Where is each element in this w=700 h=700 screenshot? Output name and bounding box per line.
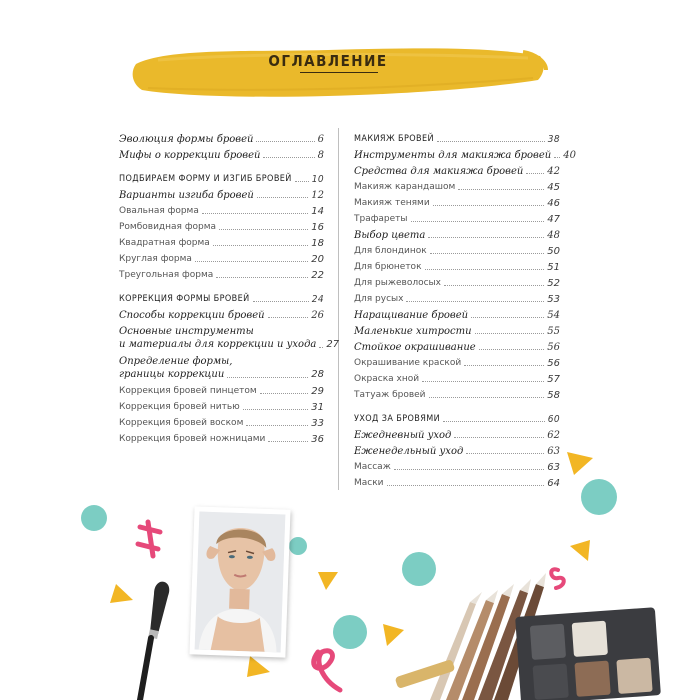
toc-entry-label: Квадратная форма	[119, 238, 210, 248]
dot-leader	[471, 317, 544, 318]
toc-page-number: 40	[563, 150, 576, 161]
toc-page-number: 60	[547, 414, 560, 425]
toc-section-heading[interactable]	[119, 169, 324, 185]
toc-entry-label: Круглая форма	[119, 254, 192, 264]
toc-entry[interactable]	[354, 369, 560, 385]
title-underline	[300, 72, 378, 73]
toc-page-number: 29	[311, 386, 324, 397]
toc-entry-label: Маски	[354, 478, 384, 488]
dot-leader	[195, 261, 308, 262]
toc-entry-label: МАКИЯЖ БРОВЕЙ	[354, 134, 434, 144]
palette-pan	[574, 661, 610, 697]
toc-page-number: 52	[547, 278, 560, 289]
dot-leader	[428, 237, 544, 238]
toc-entry-label: Средства для макияжа бровей	[354, 166, 524, 177]
model-photo	[189, 506, 290, 657]
yellow-triangle-icon	[570, 540, 590, 561]
yellow-triangle-icon	[383, 624, 404, 646]
dot-leader	[526, 173, 544, 174]
toc-entry[interactable]	[354, 225, 560, 241]
toc-entry-label: Для русых	[354, 294, 404, 304]
toc-entry-label: УХОД ЗА БРОВЯМИ	[354, 414, 441, 424]
toc-entry-label: Макияж тенями	[354, 198, 430, 208]
section-gap	[119, 161, 324, 169]
dot-leader	[444, 285, 544, 286]
palette-pan	[616, 658, 652, 694]
dot-leader	[268, 317, 309, 318]
toc-entry-label: Макияж карандашом	[354, 182, 456, 192]
toc-page-number: 18	[311, 238, 324, 249]
dot-leader	[295, 181, 309, 182]
pink-squiggle-icon	[551, 569, 564, 588]
toc-entry-label: Определение формы,	[119, 356, 233, 367]
dot-leader	[268, 441, 308, 442]
toc-entry[interactable]	[119, 265, 324, 281]
toc-entry[interactable]	[354, 193, 560, 209]
teal-circle-icon	[402, 552, 436, 586]
toc-entry[interactable]	[119, 145, 324, 161]
yellow-triangle-icon	[247, 656, 270, 677]
toc-page-number: 51	[547, 262, 560, 273]
toc-section-heading[interactable]	[354, 409, 560, 425]
toc-entry-label: Способы коррекции бровей	[119, 310, 265, 321]
dot-leader	[466, 453, 544, 454]
toc-entry[interactable]	[119, 217, 324, 233]
palette-pan	[530, 624, 566, 660]
toc-page-number: 48	[547, 230, 560, 241]
toc-entry-label: Стойкое окрашивание	[354, 342, 476, 353]
palette-pan	[533, 664, 569, 700]
toc-entry-label: Выбор цвета	[354, 230, 426, 241]
toc-entry[interactable]	[354, 441, 560, 457]
toc-page-number: 33	[311, 418, 324, 429]
teal-circle-icon	[81, 505, 107, 531]
toc-entry-label: Коррекция бровей нитью	[119, 402, 240, 412]
toc-page-number: 38	[547, 134, 560, 145]
toc-page-number: 14	[311, 206, 324, 217]
toc-entry[interactable]	[354, 457, 560, 473]
dot-leader	[202, 213, 308, 214]
dot-leader	[257, 197, 308, 198]
toc-entry-label: Инструменты для макияжа бровей	[354, 150, 552, 161]
toc-page-number: 58	[547, 390, 560, 401]
toc-section-heading[interactable]	[354, 129, 560, 145]
toc-entry[interactable]	[354, 241, 560, 257]
dot-leader	[443, 421, 545, 422]
dot-leader	[263, 157, 314, 158]
toc-page-number: 56	[547, 342, 560, 353]
toc-page-number: 8	[317, 150, 324, 161]
toc-entry[interactable]	[119, 233, 324, 249]
toc-entry[interactable]	[354, 273, 560, 289]
pink-squiggle-icon	[314, 651, 340, 690]
toc-entry[interactable]	[354, 425, 560, 441]
toc-entry-label: и материалы для коррекции и ухода	[119, 339, 317, 350]
toc-entry[interactable]	[354, 161, 560, 177]
toc-entry-label: Еженедельный уход	[354, 446, 464, 457]
dot-leader	[246, 425, 308, 426]
column-divider	[338, 128, 339, 490]
toc-entry[interactable]	[119, 201, 324, 217]
toc-entry-label: Коррекция бровей ножницами	[119, 434, 266, 444]
toc-entry[interactable]	[119, 305, 324, 321]
makeup-brush-icon	[140, 582, 169, 700]
toc-entry[interactable]	[119, 429, 324, 445]
toc-entry-label: Трафареты	[354, 214, 408, 224]
toc-entry-label: ПОДБИРАЕМ ФОРМУ И ИЗГИБ БРОВЕЙ	[119, 174, 292, 184]
toc-entry-label: Мифы о коррекции бровей	[119, 150, 261, 161]
toc-page-number: 53	[547, 294, 560, 305]
dot-leader	[319, 347, 323, 348]
toc-entry[interactable]	[119, 381, 324, 397]
toc-page-number: 46	[547, 198, 560, 209]
toc-entry-label: Татуаж бровей	[354, 390, 426, 400]
toc-entry-label: Окраска хной	[354, 374, 420, 384]
toc-entry[interactable]	[119, 129, 324, 145]
toc-entry-label: Окрашивание краской	[354, 358, 462, 368]
toc-page-number: 42	[547, 166, 560, 177]
toc-page-number: 45	[547, 182, 560, 193]
toc-entry[interactable]	[354, 145, 576, 161]
toc-entry[interactable]	[354, 305, 560, 321]
toc-entry-label: Маленькие хитрости	[354, 326, 472, 337]
teal-circle-icon	[289, 537, 307, 555]
yellow-triangle-icon	[110, 584, 133, 603]
toc-page-number: 6	[317, 134, 324, 145]
dot-leader	[458, 189, 544, 190]
pink-cross-icon	[138, 522, 160, 556]
yellow-triangle-icon	[567, 452, 593, 475]
toc-page-number: 47	[547, 214, 560, 225]
dot-leader	[433, 205, 545, 206]
toc-entry-label: границы коррекции	[119, 369, 225, 380]
toc-page-number: 55	[547, 326, 560, 337]
toc-entry[interactable]	[354, 473, 560, 489]
dot-leader	[243, 409, 309, 410]
dot-leader	[422, 381, 544, 382]
dot-leader	[253, 301, 309, 302]
toc-page-number: 54	[547, 310, 560, 321]
toc-entry-label: Коррекция бровей воском	[119, 418, 244, 428]
toc-entry[interactable]	[354, 353, 560, 369]
dot-leader	[219, 229, 308, 230]
toc-right-column	[354, 129, 576, 489]
teal-circle-icon	[581, 479, 617, 515]
toc-entry[interactable]	[354, 209, 560, 225]
woman-face-icon	[195, 512, 286, 653]
toc-page-number: 22	[311, 270, 324, 281]
toc-page-number: 16	[311, 222, 324, 233]
toc-entry-label: Коррекция бровей пинцетом	[119, 386, 257, 396]
toc-entry[interactable]	[119, 249, 324, 265]
toc-page-number: 36	[311, 434, 324, 445]
toc-entry[interactable]	[354, 385, 560, 401]
toc-page-number: 20	[311, 254, 324, 265]
toc-entry-label: Основные инструменты	[119, 326, 254, 337]
dot-leader	[216, 277, 308, 278]
dot-leader	[406, 301, 544, 302]
dot-leader	[213, 245, 308, 246]
toc-entry[interactable]	[354, 177, 560, 193]
dot-leader	[227, 377, 308, 378]
dot-leader	[464, 365, 544, 366]
toc-entry[interactable]	[354, 337, 560, 353]
toc-entry-label: Эволюция формы бровей	[119, 134, 254, 145]
dot-leader	[454, 437, 544, 438]
page-title: ОГЛАВЛЕНИЕ	[268, 52, 388, 70]
toc-left-column	[119, 129, 340, 445]
dot-leader	[554, 157, 560, 158]
toc-page-number: 10	[311, 174, 324, 185]
toc-entry-label: Ежедневный уход	[354, 430, 452, 441]
dot-leader	[437, 141, 545, 142]
toc-page-number: 27	[326, 339, 340, 350]
toc-page-number: 62	[547, 430, 560, 441]
toc-entry[interactable]	[354, 289, 560, 305]
dot-leader	[387, 485, 545, 486]
dot-leader	[475, 333, 545, 334]
palette-pan	[572, 621, 608, 657]
teal-circle-icon	[333, 615, 367, 649]
dot-leader	[394, 469, 544, 470]
toc-entry-label: КОРРЕКЦИЯ ФОРМЫ БРОВЕЙ	[119, 294, 250, 304]
toc-entry[interactable]	[119, 325, 340, 351]
toc-entry-label: Варианты изгиба бровей	[119, 190, 254, 201]
toc-page-number: 26	[311, 310, 324, 321]
toc-page-number: 57	[547, 374, 560, 385]
toc-entry-label: Для блондинок	[354, 246, 427, 256]
gold-tube-icon	[395, 659, 456, 689]
dot-leader	[411, 221, 545, 222]
toc-page-number: 63	[547, 446, 560, 457]
toc-entry[interactable]	[354, 257, 560, 273]
toc-page-number: 12	[311, 190, 324, 201]
toc-page-number: 31	[311, 402, 324, 413]
toc-page-number: 56	[547, 358, 560, 369]
toc-page-number: 64	[547, 478, 560, 489]
toc-entry[interactable]	[354, 321, 560, 337]
toc-entry-label: Для брюнеток	[354, 262, 422, 272]
toc-entry-label: Наращивание бровей	[354, 310, 469, 321]
dot-leader	[260, 393, 309, 394]
toc-section-heading[interactable]	[119, 289, 324, 305]
eyebrow-palette	[515, 607, 661, 700]
section-gap	[354, 401, 560, 409]
yellow-triangle-icon	[318, 572, 338, 590]
toc-page-number: 28	[311, 369, 324, 380]
dot-leader	[429, 397, 545, 398]
toc-page-number: 24	[311, 294, 324, 305]
toc-entry-label: Массаж	[354, 462, 391, 472]
dot-leader	[256, 141, 314, 142]
toc-page-number: 63	[547, 462, 560, 473]
section-gap	[119, 281, 324, 289]
toc-entry[interactable]	[119, 355, 324, 381]
dot-leader	[430, 253, 545, 254]
toc-entry[interactable]	[119, 185, 324, 201]
dot-leader	[479, 349, 545, 350]
toc-entry[interactable]	[119, 397, 324, 413]
toc-entry[interactable]	[119, 413, 324, 429]
toc-page-number: 50	[547, 246, 560, 257]
toc-entry-label: Для рыжеволосых	[354, 278, 441, 288]
toc-entry-label: Треугольная форма	[119, 270, 214, 280]
toc-entry-label: Ромбовидная форма	[119, 222, 217, 232]
dot-leader	[425, 269, 545, 270]
toc-entry-label: Овальная форма	[119, 206, 199, 216]
